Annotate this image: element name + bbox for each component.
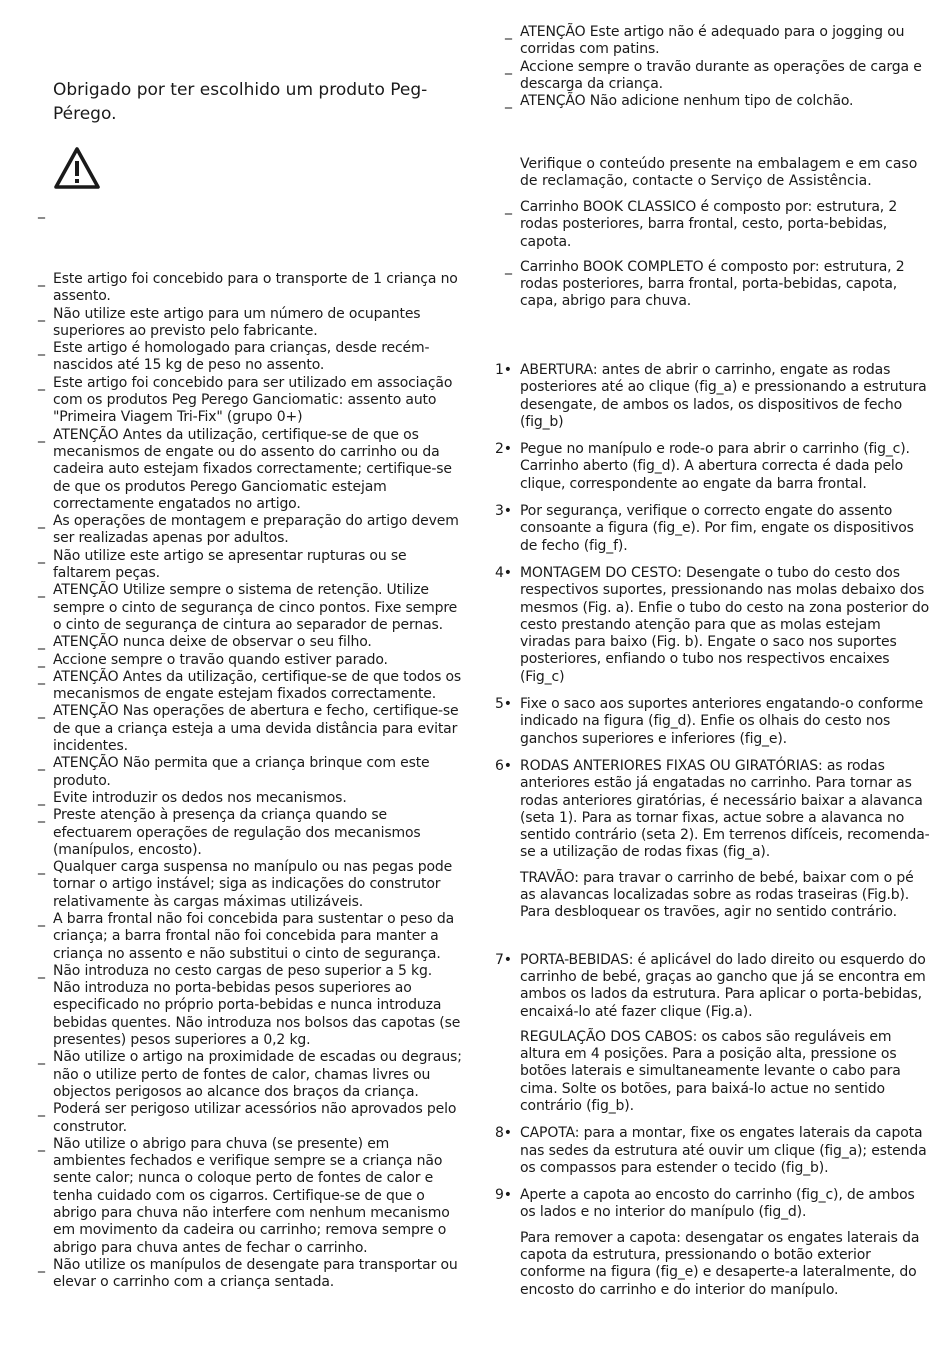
safety-warning-item-text: ATENÇÃO Não permita que a criança brinque com este produto.	[53, 755, 430, 789]
safety-warning-item	[38, 548, 463, 583]
bullet-dash: _	[38, 807, 45, 824]
additional-warning-item-text: ATENÇÃO Este artigo não é adequado para o jogging ou corridas com patins.	[520, 24, 905, 58]
additional-warning-item	[505, 59, 930, 94]
bullet-dash: _	[38, 755, 45, 772]
bullet-dash: _	[38, 910, 45, 927]
safety-warning-item-text: Este artigo foi concebido para o transporte de 1 criança no assento.	[53, 271, 458, 305]
bullet-dash: _	[38, 271, 45, 287]
bullet-dash: _	[38, 513, 45, 530]
safety-warning-item	[38, 375, 463, 427]
safety-warning-item	[38, 859, 463, 911]
safety-warning-item-text: ATENÇÃO nunca deixe de observar o seu filho.	[53, 634, 372, 651]
bullet-dash: _	[38, 547, 45, 564]
safety-warning-item	[38, 703, 463, 755]
safety-warning-item	[38, 306, 463, 341]
step-number: 1•	[495, 362, 512, 378]
safety-warning-item	[38, 513, 463, 548]
safety-warning-item	[38, 427, 463, 513]
bullet-dash: _	[38, 859, 45, 876]
safety-warning-item-text: Qualquer carga suspensa no manípulo ou nas pegas pode tornar o artigo instável; siga as indicações do construtor relativamente às cargas máximas utilizáveis.	[53, 859, 453, 910]
safety-warning-item-text: Accione sempre o travão quando estiver parado.	[53, 651, 388, 668]
bullet-dash: _	[505, 258, 512, 275]
additional-warnings-list	[505, 24, 930, 110]
assembly-step	[495, 1187, 930, 1299]
assembly-step	[495, 1125, 930, 1177]
bullet-dash: _	[38, 340, 45, 357]
safety-warning-item	[38, 1049, 463, 1101]
bullet-dash: _	[38, 305, 45, 322]
package-contents-item-text: Carrinho BOOK CLASSICO é composto por: estrutura, 2 rodas posteriores, barra frontal, cesto, porta-bebidas, capota.	[520, 199, 898, 250]
safety-warning-item-text: Este artigo foi concebido para ser utilizado em associação com os produtos Peg Perego Ganciomatic: assento auto "Primeira Viagem Tri-Fix" (grupo 0+)	[53, 374, 453, 426]
step-text: MONTAGEM DO CESTO: Desengate o tubo do cesto dos respectivos suportes, pressionando nas molas debaixo dos mesmos (Fig. a). Enfie o tubo do cesto na zona posterior do cesto prestando atenção para que as molas estejam viradas para baixo (Fig. b). Engate o saco nos suportes posteriores, enfiando o tubo nos respectivos encaixes (Fig_c)	[520, 564, 930, 685]
bullet-dash: _	[38, 789, 45, 806]
step-text: Aperte a capota ao encosto do carrinho (fig_c), de ambos os lados e no interior do manípulo (fig_d).	[520, 1187, 915, 1221]
bullet-dash: _	[38, 962, 45, 979]
bullet-dash: _	[38, 374, 45, 391]
safety-warning-item	[38, 634, 463, 651]
bullet-dash: _	[505, 93, 512, 110]
bullet-dash: _	[38, 703, 45, 720]
warning-triangle-icon	[53, 146, 101, 190]
safety-warning-item	[38, 582, 463, 634]
safety-warning-item	[38, 1257, 463, 1292]
assembly-steps-list	[495, 362, 930, 1299]
safety-warning-item-text: Não utilize este artigo para um número de ocupantes superiores ao previsto pelo fabricante.	[53, 305, 421, 339]
bullet-dash: _	[505, 199, 512, 215]
safety-warning-item-text: ATENÇÃO Antes da utilização, certifique-se de que os mecanismos de engate ou do assento do carrinho ou da cadeira auto estejam fixados correctamente; certifique-se de que os produtos Perego Ganciomatic estejam correctamente engatados no artigo.	[53, 426, 452, 512]
step-text: CAPOTA: para a montar, fixe os engates laterais da capota nas sedes da estrutura até ouvir um clique (fig_a); estenda os compassos para estender o tecido (fig_b).	[520, 1125, 927, 1176]
step-number: 3•	[495, 503, 512, 520]
intro-text: Obrigado por ter escolhido um produto Peg-Pérego.	[53, 80, 428, 124]
safety-warning-item-text: Não utilize os manípulos de desengate para transportar ou elevar o carrinho com a criança sentada.	[53, 1256, 458, 1291]
additional-warning-item	[505, 93, 930, 110]
step-text: RODAS ANTERIORES FIXAS OU GIRATÓRIAS: as rodas anteriores estão já engatadas no carrinho. Para tornar as rodas anteriores giratórias, é necessário baixar a alavanca (seta 1). Para as tornar fixas, actue sobre a alavanca no sentido contrário (seta 2). Em terrenos difíceis, recomenda-se a utilização de rodas fixas (fig_a).	[520, 757, 930, 861]
safety-warning-item	[38, 669, 463, 704]
safety-warning-item-text: Poderá ser perigoso utilizar acessórios não aprovados pelo construtor.	[53, 1101, 457, 1135]
bullet-dash: _	[38, 426, 45, 443]
bullet-dash: _	[38, 1135, 45, 1152]
bullet-dash: _	[38, 668, 45, 685]
safety-warning-item	[38, 963, 463, 1049]
bullet-dash: _	[38, 582, 45, 599]
section-marker: _	[38, 203, 45, 219]
bullet-dash: _	[38, 1049, 45, 1066]
step-number: 5•	[495, 696, 512, 713]
safety-warning-item	[38, 271, 463, 306]
step-number: 4•	[495, 564, 512, 581]
step-text: ABERTURA: antes de abrir o carrinho, engate as rodas posteriores até ao clique (fig_a) e pressionando a estrutura desengate, de ambos os lados, os dispositivos de fecho (fig_b)	[520, 362, 927, 430]
additional-warning-item-text: Accione sempre o travão durante as operações de carga e descarga da criança.	[520, 58, 922, 92]
safety-warning-item	[38, 652, 463, 669]
step-text: Pegue no manípulo e rode-o para abrir o carrinho (fig_c). Carrinho aberto (fig_d). A abertura correcta é dada pelo clique, correspondente ao engate da barra frontal.	[520, 441, 910, 492]
bullet-dash: _	[38, 634, 45, 651]
package-contents-item-text: Carrinho BOOK COMPLETO é composto por: estrutura, 2 rodas posteriores, barra frontal, porta-bebidas, capota, capa, abrigo para chuva.	[520, 258, 905, 310]
safety-warning-item	[38, 911, 463, 963]
package-contents-item	[505, 199, 930, 251]
package-contents-list	[505, 199, 930, 319]
safety-warning-item	[38, 755, 463, 790]
safety-warning-item-text: ATENÇÃO Nas operações de abertura e fecho, certifique-se de que a criança esteja a uma devida distância para evitar incidentes.	[53, 703, 459, 755]
safety-warning-item-text: As operações de montagem e preparação do artigo devem ser realizadas apenas por adultos.	[53, 513, 459, 547]
assembly-step	[495, 758, 930, 922]
bullet-dash: _	[505, 58, 512, 75]
step-subtext: REGULAÇÃO DOS CABOS: os cabos são reguláveis em altura em 4 posições. Para a posição alta, pressione os botões laterais e simultaneamente levante o cabo para cima. Solte os botões, para baixá-lo actue no sentido contrário (fig_b).	[520, 1028, 901, 1114]
assembly-step	[495, 441, 930, 493]
assembly-step	[495, 696, 930, 748]
safety-warning-item	[38, 1101, 463, 1136]
safety-warning-item	[38, 1136, 463, 1257]
additional-warning-item	[505, 24, 930, 59]
assembly-step	[495, 503, 930, 555]
safety-warnings-list	[38, 271, 463, 1292]
safety-warning-item	[38, 790, 463, 807]
assembly-step	[495, 565, 930, 686]
bullet-dash: _	[38, 651, 45, 668]
check-contents-text: Verifique o conteúdo presente na embalagem e em caso de reclamação, contacte o Serviço de Assistência.	[520, 156, 918, 190]
safety-warning-item-text: Não utilize este artigo se apresentar rupturas ou se faltarem peças.	[53, 547, 407, 582]
safety-warning-item-text: Não utilize o abrigo para chuva (se presente) em ambientes fechados e verifique sempre se a criança não sente calor; nunca o coloque perto de fontes de calor e tenha cuidado com os cigarros. Certifique-se de que o abrigo para chuva não interfere com nenhum mecanismo em movimento da cadeira ou carrinho; remova sempre o abrigo para chuva antes de fechar o carrinho.	[53, 1135, 450, 1256]
safety-warning-item-text: Não introduza no cesto cargas de peso superior a 5 kg. Não introduza no porta-bebidas pesos superiores ao especificado no próprio porta-bebidas e nunca introduza bebidas quentes. Não introduza nos bolsos das capotas (se presentes) pesos superiores a 0,2 kg.	[53, 962, 461, 1049]
bullet-dash: _	[38, 1256, 45, 1273]
step-number: 9•	[495, 1187, 512, 1204]
step-text: PORTA-BEBIDAS: é aplicável do lado direito ou esquerdo do carrinho de bebé, graças ao gancho que já se encontra em ambos os lados da estrutura. Para aplicar o porta-bebidas, encaixá-lo até fazer clique (Fig.a).	[520, 951, 926, 1020]
safety-warning-item	[38, 807, 463, 859]
step-text: Fixe o saco aos suportes anteriores engatando-o conforme indicado na figura (fig_d). Enfie os olhais do cesto nos ganchos superiores e inferiores (fig_e).	[520, 696, 924, 747]
safety-warning-item-text: Preste atenção à presença da criança quando se efectuarem operações de regulação dos mecanismos (manípulos, encosto).	[53, 807, 421, 858]
package-contents-item	[505, 259, 930, 311]
assembly-step	[495, 952, 930, 1116]
step-subtext: Para remover a capota: desengatar os engates laterais da capota da estrutura, pressionando o botão exterior conforme na figura (fig_e) e desaperte-a lateralmente, do encosto do carrinho e do interior do manípulo.	[520, 1229, 920, 1298]
safety-warning-item-text: Evite introduzir os dedos nos mecanismos.	[53, 789, 347, 806]
step-subtext: TRAVÃO: para travar o carrinho de bebé, baixar com o pé as alavancas localizadas sobre as rodas traseiras (Fig.b). Para desbloquear os travões, agir no sentido contrário.	[520, 869, 914, 921]
safety-warning-item-text: ATENÇÃO Utilize sempre o sistema de retenção. Utilize sempre o cinto de segurança de cinco pontos. Fixe sempre o cinto de segurança de cintura ao separador de pernas.	[53, 582, 458, 633]
safety-warning-item	[38, 340, 463, 375]
bullet-dash: _	[38, 1101, 45, 1118]
bullet-dash: _	[505, 24, 512, 40]
step-number: 6•	[495, 757, 512, 774]
safety-warning-item-text: ATENÇÃO Antes da utilização, certifique-se de que todos os mecanismos de engate estejam fixados correctamente.	[53, 668, 462, 703]
step-number: 8•	[495, 1125, 512, 1142]
step-text: Por segurança, verifique o correcto engate do assento consoante a figura (fig_e). Por fim, engate os dispositivos de fecho (fig_f).	[520, 503, 914, 554]
safety-warning-item-text: Este artigo é homologado para crianças, desde recém-nascidos até 15 kg de peso no assento.	[53, 340, 430, 374]
safety-warning-item-text: Não utilize o artigo na proximidade de escadas ou degraus; não o utilize perto de fontes de calor, chamas livres ou objectos perigosos ao alcance dos braços da criança.	[53, 1049, 462, 1100]
assembly-step	[495, 362, 930, 431]
additional-warning-item-text: ATENÇÃO Não adicione nenhum tipo de colchão.	[520, 93, 854, 110]
safety-warning-item-text: A barra frontal não foi concebida para sustentar o peso da criança; a barra frontal não foi concebida para manter a criança no assento e não substitui o cinto de segurança.	[53, 910, 455, 962]
step-number: 7•	[495, 951, 512, 968]
step-number: 2•	[495, 441, 512, 458]
